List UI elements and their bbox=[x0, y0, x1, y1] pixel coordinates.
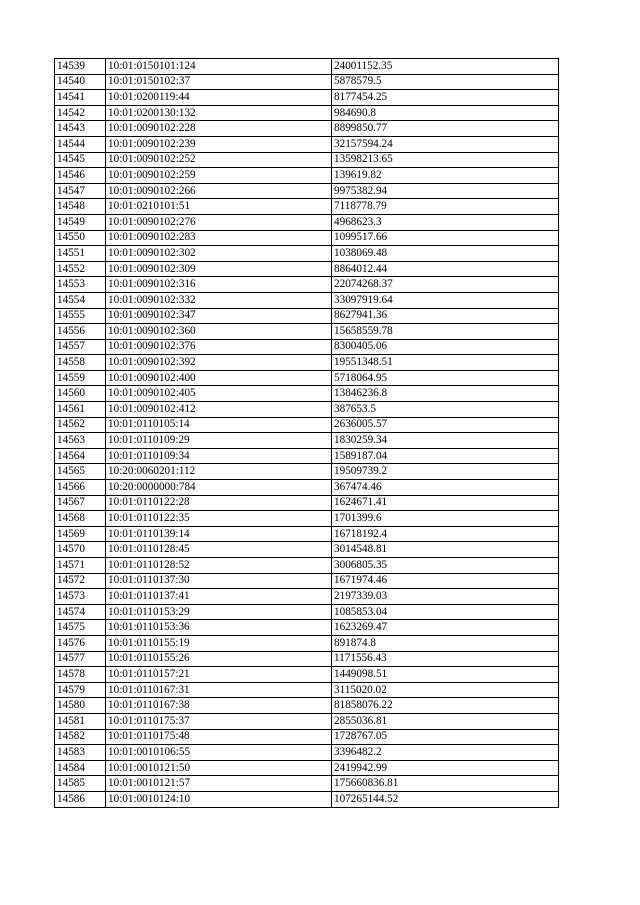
cadastral-number-cell: 10:20:0000000:784 bbox=[106, 480, 332, 496]
cadastral-number-cell: 10:01:0110155:26 bbox=[106, 651, 332, 667]
table-row bbox=[55, 59, 559, 75]
table-row bbox=[55, 713, 559, 729]
table-row bbox=[55, 542, 559, 558]
cadastral-number-cell: 10:01:0110155:19 bbox=[106, 635, 332, 651]
cadastral-number-cell: 10:01:0090102:412 bbox=[106, 402, 332, 418]
cadastral-value-cell: 984690.8 bbox=[332, 105, 559, 121]
table-row bbox=[55, 620, 559, 636]
cadastral-value-cell: 1085853.04 bbox=[332, 604, 559, 620]
table-row bbox=[55, 168, 559, 184]
cadastral-value-cell: 1589187.04 bbox=[332, 448, 559, 464]
cadastral-value-cell: 2636005.57 bbox=[332, 417, 559, 433]
row-number-cell: 14582 bbox=[55, 729, 106, 745]
row-number-cell: 14576 bbox=[55, 635, 106, 651]
cadastral-value-cell: 107265144.52 bbox=[332, 791, 559, 807]
cadastral-value-cell: 8177454.25 bbox=[332, 90, 559, 106]
cadastral-number-cell: 10:01:0090102:332 bbox=[106, 292, 332, 308]
cadastral-value-table bbox=[54, 58, 559, 808]
table-row bbox=[55, 183, 559, 199]
cadastral-number-cell: 10:01:0090102:376 bbox=[106, 339, 332, 355]
cadastral-number-cell: 10:01:0090102:405 bbox=[106, 386, 332, 402]
table-row bbox=[55, 277, 559, 293]
table-row bbox=[55, 760, 559, 776]
cadastral-value-cell: 3014548.81 bbox=[332, 542, 559, 558]
cadastral-value-cell: 7118778.79 bbox=[332, 199, 559, 215]
table-row bbox=[55, 417, 559, 433]
table-row bbox=[55, 791, 559, 807]
cadastral-value-cell: 8899850.77 bbox=[332, 121, 559, 137]
cadastral-value-cell: 8300405.06 bbox=[332, 339, 559, 355]
row-number-cell: 14545 bbox=[55, 152, 106, 168]
cadastral-number-cell: 10:01:0110122:28 bbox=[106, 495, 332, 511]
cadastral-number-cell: 10:01:0110167:31 bbox=[106, 682, 332, 698]
cadastral-number-cell: 10:01:0110105:14 bbox=[106, 417, 332, 433]
table-row bbox=[55, 105, 559, 121]
cadastral-number-cell: 10:01:0090102:347 bbox=[106, 308, 332, 324]
cadastral-number-cell: 10:01:0210101:51 bbox=[106, 199, 332, 215]
cadastral-number-cell: 10:01:0090102:228 bbox=[106, 121, 332, 137]
row-number-cell: 14542 bbox=[55, 105, 106, 121]
cadastral-number-cell: 10:01:0090102:309 bbox=[106, 261, 332, 277]
cadastral-value-cell: 175660836.81 bbox=[332, 776, 559, 792]
row-number-cell: 14579 bbox=[55, 682, 106, 698]
cadastral-value-cell: 2197339.03 bbox=[332, 589, 559, 605]
table-row bbox=[55, 308, 559, 324]
row-number-cell: 14552 bbox=[55, 261, 106, 277]
table-row bbox=[55, 526, 559, 542]
table-row bbox=[55, 90, 559, 106]
table-row bbox=[55, 604, 559, 620]
cadastral-value-cell: 13846236.8 bbox=[332, 386, 559, 402]
row-number-cell: 14546 bbox=[55, 168, 106, 184]
row-number-cell: 14547 bbox=[55, 183, 106, 199]
cadastral-value-cell: 1038069.48 bbox=[332, 246, 559, 262]
table-row bbox=[55, 667, 559, 683]
table-row bbox=[55, 324, 559, 340]
cadastral-value-cell: 1624671.41 bbox=[332, 495, 559, 511]
row-number-cell: 14560 bbox=[55, 386, 106, 402]
cadastral-number-cell: 10:01:0200119:44 bbox=[106, 90, 332, 106]
table-row bbox=[55, 230, 559, 246]
cadastral-value-cell: 139619.82 bbox=[332, 168, 559, 184]
row-number-cell: 14553 bbox=[55, 277, 106, 293]
row-number-cell: 14586 bbox=[55, 791, 106, 807]
row-number-cell: 14541 bbox=[55, 90, 106, 106]
table-row bbox=[55, 214, 559, 230]
cadastral-number-cell: 10:01:0090102:259 bbox=[106, 168, 332, 184]
row-number-cell: 14565 bbox=[55, 464, 106, 480]
cadastral-number-cell: 10:01:0200130:132 bbox=[106, 105, 332, 121]
table-row bbox=[55, 292, 559, 308]
cadastral-value-cell: 19509739.2 bbox=[332, 464, 559, 480]
cadastral-value-cell: 16718192.4 bbox=[332, 526, 559, 542]
cadastral-value-cell: 22074268.37 bbox=[332, 277, 559, 293]
cadastral-number-cell: 10:01:0110128:52 bbox=[106, 558, 332, 574]
cadastral-number-cell: 10:01:0090102:392 bbox=[106, 355, 332, 371]
cadastral-number-cell: 10:01:0110153:36 bbox=[106, 620, 332, 636]
cadastral-number-cell: 10:01:0110128:45 bbox=[106, 542, 332, 558]
cadastral-value-cell: 5878579.5 bbox=[332, 74, 559, 90]
row-number-cell: 14570 bbox=[55, 542, 106, 558]
cadastral-value-cell: 1449098.51 bbox=[332, 667, 559, 683]
cadastral-number-cell: 10:01:0150102:37 bbox=[106, 74, 332, 90]
row-number-cell: 14577 bbox=[55, 651, 106, 667]
table-row bbox=[55, 386, 559, 402]
cadastral-value-cell: 1728767.05 bbox=[332, 729, 559, 745]
table-row bbox=[55, 698, 559, 714]
table-row bbox=[55, 152, 559, 168]
cadastral-value-cell: 1099517.66 bbox=[332, 230, 559, 246]
table-row bbox=[55, 480, 559, 496]
row-number-cell: 14540 bbox=[55, 74, 106, 90]
table-row bbox=[55, 745, 559, 761]
row-number-cell: 14583 bbox=[55, 745, 106, 761]
row-number-cell: 14566 bbox=[55, 480, 106, 496]
cadastral-value-cell: 1171556.43 bbox=[332, 651, 559, 667]
cadastral-number-cell: 10:01:0090102:316 bbox=[106, 277, 332, 293]
cadastral-value-cell: 24001152.35 bbox=[332, 59, 559, 75]
row-number-cell: 14584 bbox=[55, 760, 106, 776]
cadastral-number-cell: 10:01:0010124:10 bbox=[106, 791, 332, 807]
cadastral-number-cell: 10:01:0090102:239 bbox=[106, 136, 332, 152]
row-number-cell: 14578 bbox=[55, 667, 106, 683]
cadastral-number-cell: 10:01:0010121:50 bbox=[106, 760, 332, 776]
cadastral-number-cell: 10:01:0110137:41 bbox=[106, 589, 332, 605]
table-row bbox=[55, 370, 559, 386]
row-number-cell: 14581 bbox=[55, 713, 106, 729]
row-number-cell: 14544 bbox=[55, 136, 106, 152]
cadastral-number-cell: 10:01:0110175:37 bbox=[106, 713, 332, 729]
table-row bbox=[55, 776, 559, 792]
cadastral-value-cell: 1701399.6 bbox=[332, 511, 559, 527]
row-number-cell: 14557 bbox=[55, 339, 106, 355]
table-row bbox=[55, 246, 559, 262]
table-row bbox=[55, 261, 559, 277]
table-row bbox=[55, 121, 559, 137]
row-number-cell: 14539 bbox=[55, 59, 106, 75]
table-row bbox=[55, 511, 559, 527]
cadastral-number-cell: 10:01:0110139:14 bbox=[106, 526, 332, 542]
cadastral-value-cell: 1671974.46 bbox=[332, 573, 559, 589]
row-number-cell: 14562 bbox=[55, 417, 106, 433]
cadastral-value-cell: 2419942.99 bbox=[332, 760, 559, 776]
table-row bbox=[55, 339, 559, 355]
cadastral-number-cell: 10:01:0110175:48 bbox=[106, 729, 332, 745]
cadastral-number-cell: 10:01:0090102:266 bbox=[106, 183, 332, 199]
cadastral-number-cell: 10:01:0110157:21 bbox=[106, 667, 332, 683]
cadastral-value-cell: 1623269.47 bbox=[332, 620, 559, 636]
cadastral-value-cell: 8864012.44 bbox=[332, 261, 559, 277]
table-row bbox=[55, 136, 559, 152]
row-number-cell: 14574 bbox=[55, 604, 106, 620]
cadastral-value-cell: 367474.46 bbox=[332, 480, 559, 496]
cadastral-number-cell: 10:20:0060201:112 bbox=[106, 464, 332, 480]
table-row bbox=[55, 448, 559, 464]
row-number-cell: 14551 bbox=[55, 246, 106, 262]
row-number-cell: 14573 bbox=[55, 589, 106, 605]
cadastral-value-cell: 19551348.51 bbox=[332, 355, 559, 371]
row-number-cell: 14572 bbox=[55, 573, 106, 589]
row-number-cell: 14571 bbox=[55, 558, 106, 574]
cadastral-number-cell: 10:01:0110167:38 bbox=[106, 698, 332, 714]
row-number-cell: 14568 bbox=[55, 511, 106, 527]
row-number-cell: 14555 bbox=[55, 308, 106, 324]
cadastral-value-cell: 387653.5 bbox=[332, 402, 559, 418]
cadastral-number-cell: 10:01:0110153:29 bbox=[106, 604, 332, 620]
cadastral-number-cell: 10:01:0010121:57 bbox=[106, 776, 332, 792]
cadastral-number-cell: 10:01:0110137:30 bbox=[106, 573, 332, 589]
table-row bbox=[55, 402, 559, 418]
cadastral-number-cell: 10:01:0110109:34 bbox=[106, 448, 332, 464]
row-number-cell: 14548 bbox=[55, 199, 106, 215]
table-row bbox=[55, 495, 559, 511]
cadastral-number-cell: 10:01:0090102:360 bbox=[106, 324, 332, 340]
row-number-cell: 14543 bbox=[55, 121, 106, 137]
row-number-cell: 14585 bbox=[55, 776, 106, 792]
cadastral-number-cell: 10:01:0090102:400 bbox=[106, 370, 332, 386]
cadastral-number-cell: 10:01:0090102:276 bbox=[106, 214, 332, 230]
cadastral-number-cell: 10:01:0010106:55 bbox=[106, 745, 332, 761]
row-number-cell: 14567 bbox=[55, 495, 106, 511]
table-row bbox=[55, 729, 559, 745]
cadastral-value-cell: 3006805.35 bbox=[332, 558, 559, 574]
row-number-cell: 14559 bbox=[55, 370, 106, 386]
row-number-cell: 14549 bbox=[55, 214, 106, 230]
cadastral-value-cell: 32157594.24 bbox=[332, 136, 559, 152]
table-row bbox=[55, 573, 559, 589]
row-number-cell: 14561 bbox=[55, 402, 106, 418]
cadastral-number-cell: 10:01:0110122:35 bbox=[106, 511, 332, 527]
cadastral-value-cell: 3396482.2 bbox=[332, 745, 559, 761]
table-row bbox=[55, 433, 559, 449]
row-number-cell: 14569 bbox=[55, 526, 106, 542]
table-row bbox=[55, 199, 559, 215]
cadastral-value-cell: 3115020.02 bbox=[332, 682, 559, 698]
cadastral-number-cell: 10:01:0110109:29 bbox=[106, 433, 332, 449]
table-row bbox=[55, 558, 559, 574]
row-number-cell: 14580 bbox=[55, 698, 106, 714]
cadastral-number-cell: 10:01:0090102:252 bbox=[106, 152, 332, 168]
row-number-cell: 14558 bbox=[55, 355, 106, 371]
table-row bbox=[55, 355, 559, 371]
table-row bbox=[55, 74, 559, 90]
row-number-cell: 14554 bbox=[55, 292, 106, 308]
cadastral-number-cell: 10:01:0090102:302 bbox=[106, 246, 332, 262]
cadastral-number-cell: 10:01:0090102:283 bbox=[106, 230, 332, 246]
table-row bbox=[55, 635, 559, 651]
table-row bbox=[55, 464, 559, 480]
table-row bbox=[55, 589, 559, 605]
row-number-cell: 14556 bbox=[55, 324, 106, 340]
cadastral-value-cell: 8627941.36 bbox=[332, 308, 559, 324]
table-row bbox=[55, 651, 559, 667]
cadastral-value-cell: 2855036.81 bbox=[332, 713, 559, 729]
table-body bbox=[55, 59, 559, 808]
cadastral-value-cell: 1830259.34 bbox=[332, 433, 559, 449]
row-number-cell: 14575 bbox=[55, 620, 106, 636]
row-number-cell: 14564 bbox=[55, 448, 106, 464]
cadastral-value-cell: 81858076.22 bbox=[332, 698, 559, 714]
cadastral-value-cell: 5718064.95 bbox=[332, 370, 559, 386]
table-row bbox=[55, 682, 559, 698]
row-number-cell: 14550 bbox=[55, 230, 106, 246]
cadastral-value-cell: 13598213.65 bbox=[332, 152, 559, 168]
cadastral-value-cell: 9975382.94 bbox=[332, 183, 559, 199]
row-number-cell: 14563 bbox=[55, 433, 106, 449]
cadastral-value-cell: 891874.8 bbox=[332, 635, 559, 651]
cadastral-value-cell: 33097919.64 bbox=[332, 292, 559, 308]
cadastral-value-cell: 4968623.3 bbox=[332, 214, 559, 230]
cadastral-number-cell: 10:01:0150101:124 bbox=[106, 59, 332, 75]
cadastral-value-cell: 15658559.78 bbox=[332, 324, 559, 340]
